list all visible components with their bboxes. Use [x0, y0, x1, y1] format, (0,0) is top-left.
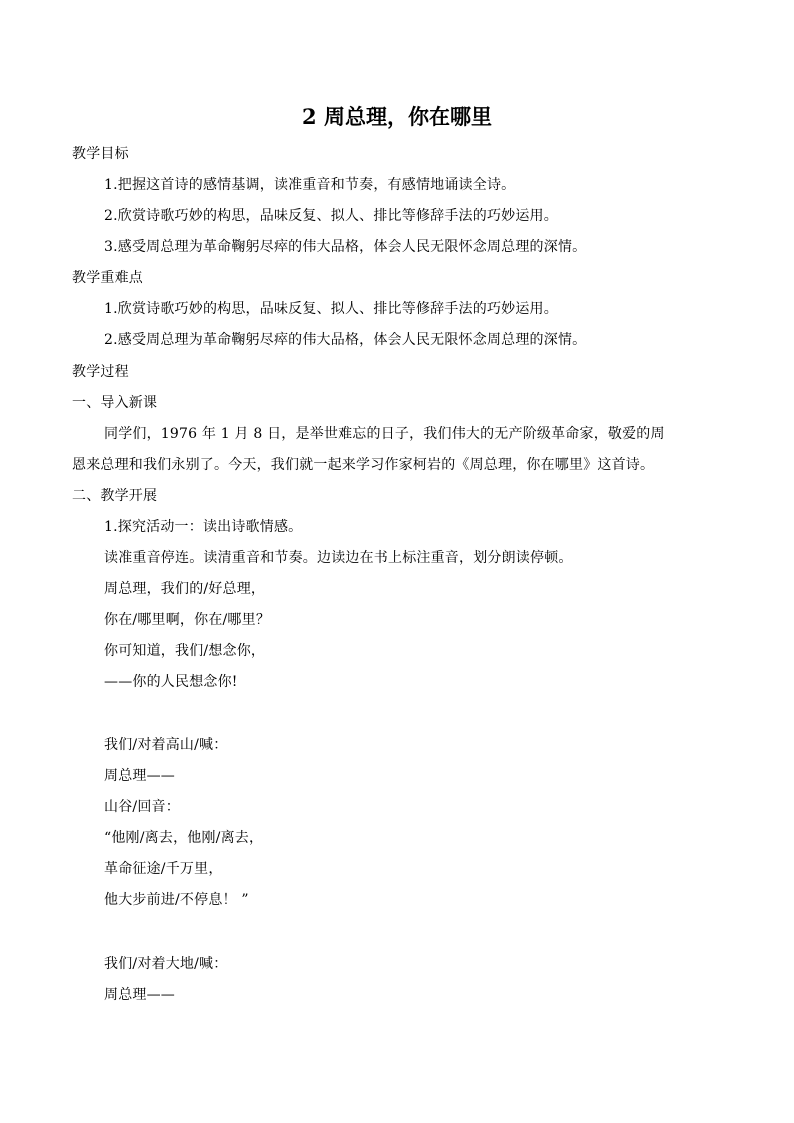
process-heading: 教学过程 — [72, 364, 129, 380]
objectives-heading: 教学目标 — [72, 146, 129, 162]
intro-paragraph-line: 同学们，1976 年 1 月 8 日，是举世难忘的日子，我们伟大的无产阶级革命家，敬爱的周 — [104, 426, 665, 442]
poem-line: ——你的人民想念你! — [104, 674, 238, 690]
poem-line: 你可知道，我们/想念你， — [104, 643, 266, 659]
part2-heading: 二、教学开展 — [72, 488, 158, 504]
poem-line: 周总理，我们的/好总理， — [104, 581, 266, 597]
part1-heading: 一、导入新课 — [72, 395, 158, 411]
poem-line: 革命征途/千万里， — [104, 861, 223, 877]
document-title: 2 周总理，你在哪里 — [302, 104, 492, 129]
poem-line: 你在/哪里啊，你在/哪里？ — [104, 612, 271, 628]
key-point-item: 1.欣赏诗歌巧妙的构思，品味反复、拟人、排比等修辞手法的巧妙运用。 — [104, 301, 558, 317]
activity-title: 1.探究活动一：读出诗歌情感。 — [104, 519, 303, 535]
poem-line: 我们/对着大地/喊： — [104, 956, 228, 972]
intro-paragraph-line: 恩来总理和我们永别了。今天，我们就一起来学习作家柯岩的《周总理，你在哪里》这首诗。 — [72, 457, 655, 473]
poem-line: 我们/对着高山/喊： — [104, 737, 228, 753]
objective-item: 3.感受周总理为革命鞠躬尽瘁的伟大品格，体会人民无限怀念周总理的深情。 — [104, 239, 587, 255]
objective-item: 2.欣赏诗歌巧妙的构思，品味反复、拟人、排比等修辞手法的巧妙运用。 — [104, 208, 558, 224]
objective-item: 1.把握这首诗的感情基调，读准重音和节奏，有感情地诵读全诗。 — [104, 177, 516, 193]
activity-instruction: 读准重音停连。读清重音和节奏。边读边在书上标注重音，划分朗读停顿。 — [104, 550, 573, 566]
poem-line: 山谷/回音： — [104, 799, 180, 815]
poem-line: 他大步前进/不停息！ ” — [104, 892, 249, 908]
key-points-heading: 教学重难点 — [72, 270, 143, 286]
poem-line: “他刚/离去，他刚/离去， — [104, 830, 264, 846]
poem-line: 周总理—— — [104, 987, 175, 1003]
key-point-item: 2.感受周总理为革命鞠躬尽瘁的伟大品格，体会人民无限怀念周总理的深情。 — [104, 332, 587, 348]
poem-line: 周总理—— — [104, 768, 175, 784]
